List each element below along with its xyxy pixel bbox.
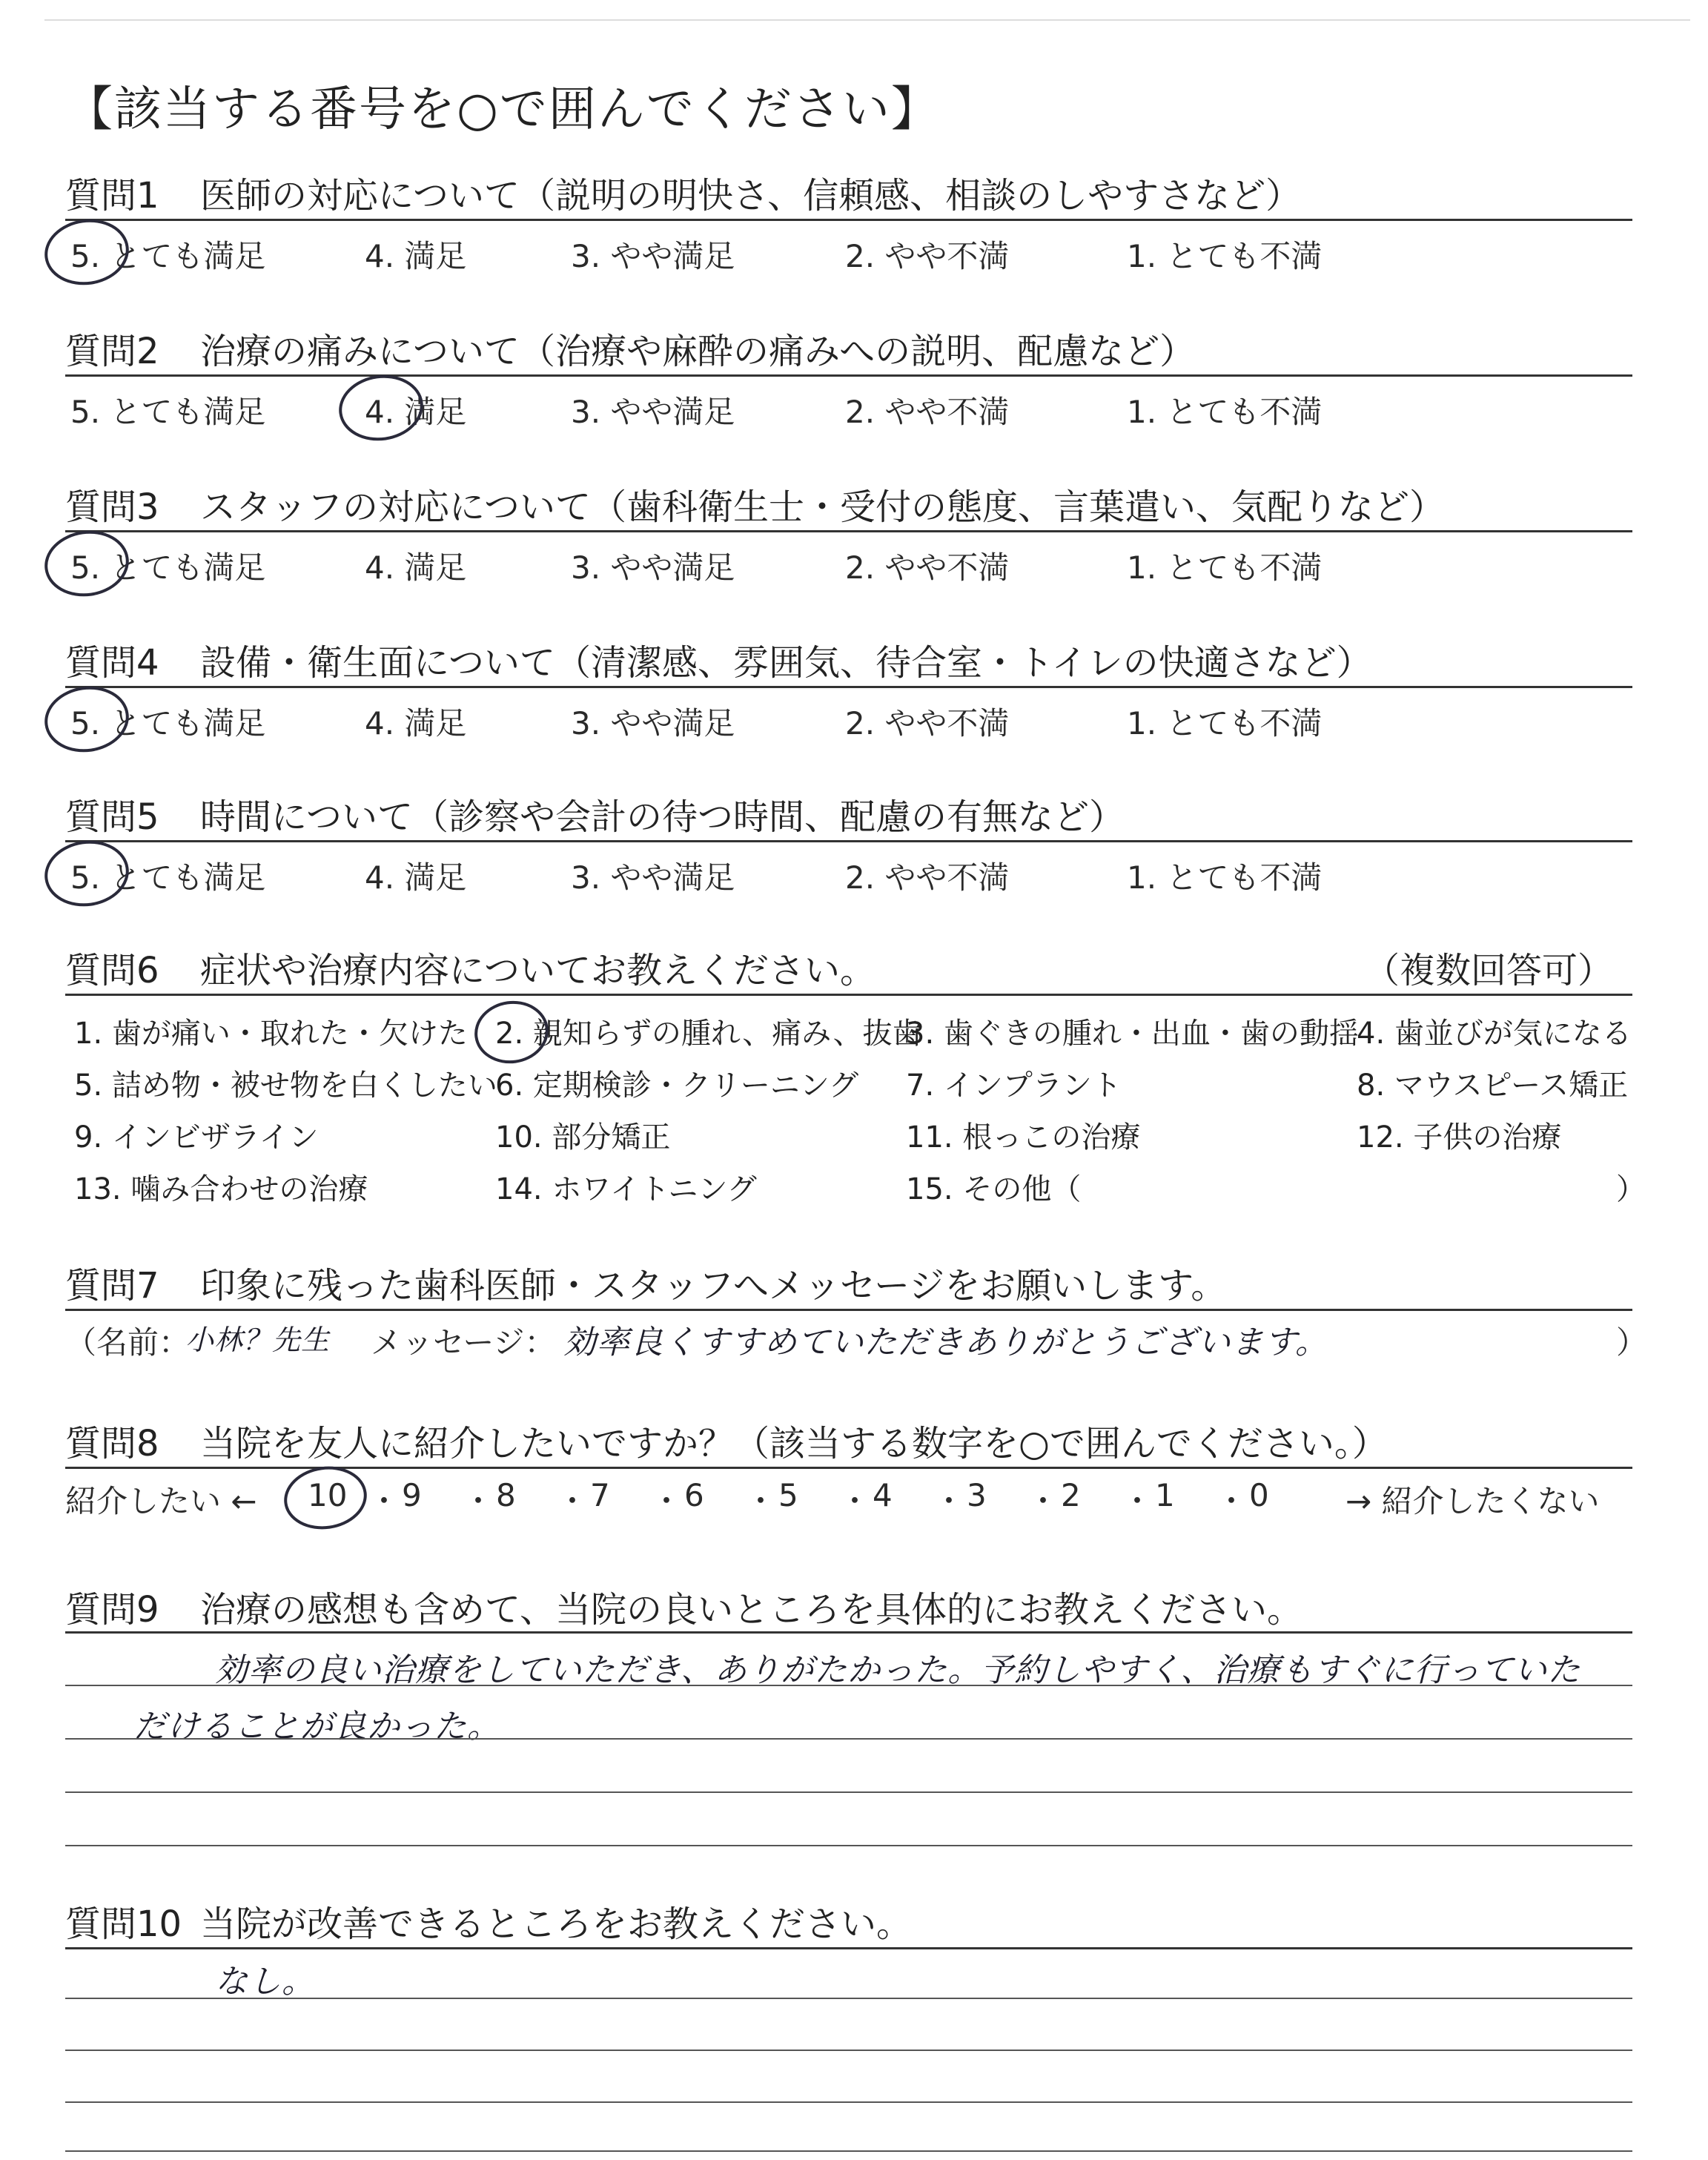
q6-option-14[interactable]: 14. ホワイトニング: [495, 1172, 757, 1206]
q5-option-2[interactable]: 2. やや不満: [845, 859, 1010, 896]
q6-selection-circle-2: [472, 998, 551, 1067]
q8-scale-10[interactable]: 10: [308, 1477, 348, 1513]
q5-selection-circle: [42, 837, 132, 910]
q6-text: 症状や治療内容についてお教えください。: [200, 950, 876, 991]
q5-number: 質問5: [65, 796, 159, 838]
q8-scale-9[interactable]: 9: [402, 1477, 422, 1513]
q5-option-4[interactable]: 4. 満足: [365, 859, 467, 896]
q2-option-2[interactable]: 2. やや不満: [845, 394, 1010, 430]
q6-option-15[interactable]: 15. その他（: [906, 1172, 1082, 1206]
q2-selection-circle: [337, 371, 426, 444]
q3-option-5[interactable]: 5. とても満足: [70, 549, 266, 586]
q4-selection-circle: [42, 683, 132, 756]
q4-option-5[interactable]: 5. とても満足: [70, 705, 266, 742]
q8-number: 質問8: [65, 1423, 159, 1464]
q8-scale-8[interactable]: 8: [496, 1477, 516, 1513]
q5-option-3[interactable]: 3. やや満足: [571, 859, 735, 896]
q8-separator: ・: [463, 1483, 494, 1519]
q2-number: 質問2: [65, 331, 159, 372]
q6-option-12[interactable]: 12. 子供の治療: [1357, 1120, 1562, 1155]
q1-option-2[interactable]: 2. やや不満: [845, 238, 1010, 274]
q3-selection-circle: [42, 527, 132, 600]
q3-number: 質問3: [65, 486, 159, 528]
q4-option-2[interactable]: 2. やや不満: [845, 705, 1010, 742]
q6-option-9[interactable]: 9. インビザライン: [74, 1120, 319, 1155]
q4-option-4[interactable]: 4. 満足: [365, 705, 467, 742]
q6-option-2[interactable]: 2. 親知らずの腫れ、痛み、抜歯: [495, 1017, 922, 1051]
q6-number: 質問6: [65, 950, 159, 991]
q1-selection-circle: [42, 216, 132, 288]
page-heading: 【該当する番号を○で囲んでください】: [65, 82, 940, 137]
q3-option-3[interactable]: 3. やや満足: [571, 549, 735, 586]
q7-name-value: 小林？先生: [185, 1324, 331, 1356]
q1-option-1[interactable]: 1. とても不満: [1127, 238, 1323, 274]
q6-option-15-close: ）: [1616, 1172, 1646, 1206]
q4-option-1[interactable]: 1. とても不満: [1127, 705, 1323, 742]
q2-option-4[interactable]: 4. 満足: [365, 394, 467, 430]
q6-option-5[interactable]: 5. 詰め物・被せ物を白くしたい: [74, 1069, 497, 1103]
q5-text: 時間について（診察や会計の待つ時間、配慮の有無など）: [200, 796, 1125, 838]
q6-note: （複数回答可）: [1364, 950, 1614, 991]
q8-scale-7[interactable]: 7: [590, 1477, 610, 1513]
q8-separator: ・: [557, 1483, 589, 1519]
q6-option-10[interactable]: 10. 部分矯正: [495, 1120, 671, 1155]
q10-text: 当院が改善できるところをお教えください。: [200, 1903, 913, 1945]
q7-message-label: メッセージ：: [371, 1324, 556, 1361]
q6-option-7[interactable]: 7. インプラント: [906, 1069, 1122, 1103]
q10-number: 質問10: [65, 1903, 182, 1945]
q7-number: 質問7: [65, 1265, 159, 1307]
q8-selection-circle: [282, 1463, 369, 1533]
q7-close-paren: ）: [1616, 1324, 1648, 1361]
q7-message-value: 効率良くすすめていただきありがとうございます。: [563, 1324, 1328, 1361]
q8-separator: ・: [1216, 1483, 1248, 1519]
q9-text: 治療の感想も含めて、当院の良いところを具体的にお教えください。: [200, 1589, 1303, 1631]
q2-option-1[interactable]: 1. とても不満: [1127, 394, 1323, 430]
q8-scale-4[interactable]: 4: [873, 1477, 893, 1513]
q1-text: 医師の対応について（説明の明快さ、信頼感、相談のしやすさなど）: [200, 175, 1302, 217]
q6-option-3[interactable]: 3. 歯ぐきの腫れ・出血・歯の動揺: [906, 1017, 1359, 1051]
q10-answer: なし。: [215, 1963, 315, 2001]
q9-answer-line-1: 効率の良い治療をしていただき、ありがたかった。予約しやすく、治療もすぐに行っていた: [215, 1651, 1581, 1689]
q8-scale-3[interactable]: 3: [967, 1477, 987, 1513]
q2-option-3[interactable]: 3. やや満足: [571, 394, 735, 430]
q2-option-5[interactable]: 5. とても満足: [70, 394, 266, 430]
q4-option-3[interactable]: 3. やや満足: [571, 705, 735, 742]
q8-scale-1[interactable]: 1: [1155, 1477, 1175, 1513]
q8-separator: ・: [1027, 1483, 1059, 1519]
q6-option-1[interactable]: 1. 歯が痛い・取れた・欠けた: [74, 1017, 468, 1051]
q4-number: 質問4: [65, 642, 159, 684]
q7-text: 印象に残った歯科医師・スタッフへメッセージをお願いします。: [200, 1265, 1227, 1307]
q5-option-5[interactable]: 5. とても満足: [70, 859, 266, 896]
q8-scale-2[interactable]: 2: [1061, 1477, 1081, 1513]
q9-answer-line-2: だけることが良かった。: [133, 1708, 500, 1745]
q1-option-3[interactable]: 3. やや満足: [571, 238, 735, 274]
q8-separator: ・: [368, 1483, 400, 1519]
q8-left-label: 紹介したい ←: [65, 1483, 257, 1519]
q8-separator: ・: [839, 1483, 871, 1519]
q6-option-13[interactable]: 13. 噛み合わせの治療: [74, 1172, 368, 1206]
q8-right-label: → 紹介したくない: [1345, 1483, 1600, 1519]
q8-separator: ・: [651, 1483, 683, 1519]
q3-option-1[interactable]: 1. とても不満: [1127, 549, 1323, 586]
q1-option-4[interactable]: 4. 満足: [365, 238, 467, 274]
q8-scale-6[interactable]: 6: [684, 1477, 704, 1513]
q3-text: スタッフの対応について（歯科衛生士・受付の態度、言葉遣い、気配りなど）: [200, 486, 1446, 528]
q9-number: 質問9: [65, 1589, 159, 1631]
q5-option-1[interactable]: 1. とても不満: [1127, 859, 1323, 896]
q2-text: 治療の痛みについて（治療や麻酔の痛みへの説明、配慮など）: [200, 331, 1196, 372]
q8-separator: ・: [745, 1483, 777, 1519]
q3-option-2[interactable]: 2. やや不満: [845, 549, 1010, 586]
q6-option-11[interactable]: 11. 根っこの治療: [906, 1120, 1141, 1155]
q4-text: 設備・衛生面について（清潔感、雰囲気、待合室・トイレの快適さなど）: [200, 642, 1372, 684]
q1-number: 質問1: [65, 175, 159, 217]
q8-separator: ・: [933, 1483, 965, 1519]
q8-text: 当院を友人に紹介したいですか？（該当する数字を○で囲んでください。）: [200, 1423, 1388, 1464]
q3-option-4[interactable]: 4. 満足: [365, 549, 467, 586]
q1-option-5[interactable]: 5. とても満足: [70, 238, 266, 274]
q8-scale-0[interactable]: 0: [1249, 1477, 1269, 1513]
q6-option-8[interactable]: 8. マウスピース矯正: [1357, 1069, 1629, 1103]
q7-name-label: （名前：: [65, 1324, 191, 1361]
q8-scale-5[interactable]: 5: [778, 1477, 798, 1513]
q6-option-6[interactable]: 6. 定期検診・クリーニング: [495, 1069, 859, 1103]
q6-option-4[interactable]: 4. 歯並びが気になる: [1357, 1017, 1632, 1051]
q8-separator: ・: [1122, 1483, 1153, 1519]
